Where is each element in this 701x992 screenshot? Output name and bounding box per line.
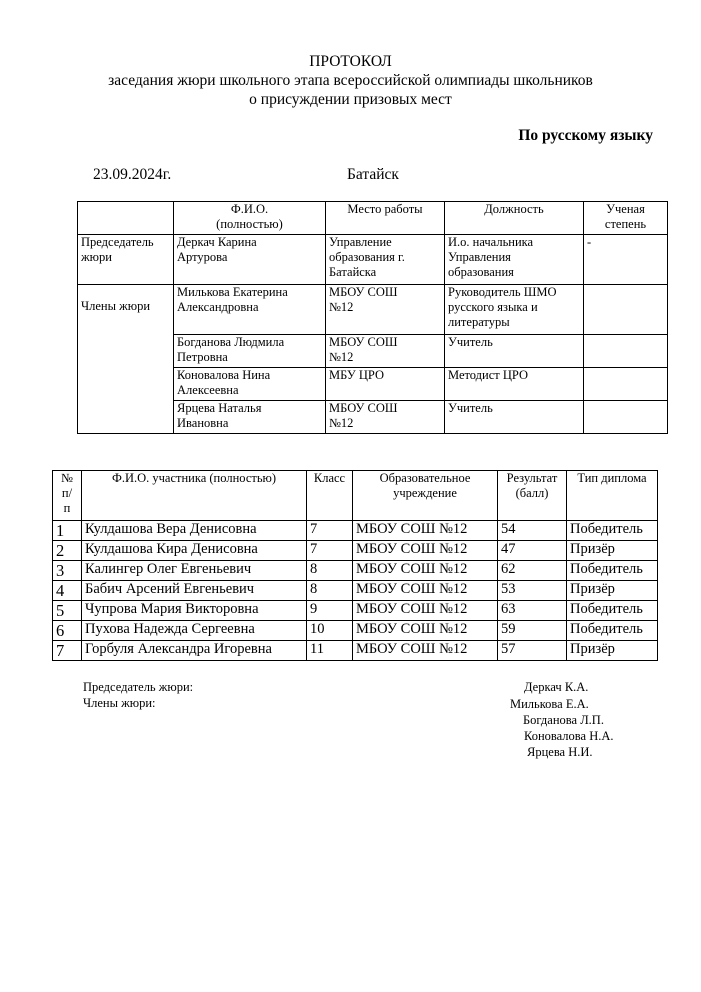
jury-header-position: Должность — [445, 202, 584, 235]
participant-school: МБОУ СОШ №12 — [353, 641, 498, 661]
signature-member-name: Богданова Л.П. — [523, 713, 604, 727]
participant-name: Кулдашова Вера Денисовна — [82, 521, 307, 541]
participant-score: 59 — [498, 621, 567, 641]
participant-grade: 9 — [307, 601, 353, 621]
jury-table — [77, 201, 668, 434]
participant-diploma: Победитель — [567, 561, 658, 581]
signature-member-name: Коновалова Н.А. — [524, 729, 614, 743]
member-degree — [584, 285, 668, 335]
results-header-grade: Класс — [307, 471, 353, 521]
member-position: Методист ЦРО — [445, 368, 584, 401]
member-work: МБОУ СОШ №12 — [326, 335, 445, 368]
results-header-name: Ф.И.О. участника (полностью) — [82, 471, 307, 521]
row-number: 2 — [53, 541, 82, 561]
document-date: 23.09.2024г. — [93, 166, 172, 183]
row-number: 7 — [53, 641, 82, 661]
participant-grade: 10 — [307, 621, 353, 641]
row-number: 1 — [53, 521, 82, 541]
member-name: Коновалова Нина Алексеевна — [174, 368, 326, 401]
jury-row-chair — [78, 235, 668, 285]
participant-name: Горбуля Александра Игоревна — [82, 641, 307, 661]
jury-header-row — [78, 202, 668, 235]
participant-grade: 8 — [307, 581, 353, 601]
participant-grade: 7 — [307, 541, 353, 561]
participant-school: МБОУ СОШ №12 — [353, 581, 498, 601]
chair-name: Деркач Карина Артурова — [174, 235, 326, 285]
participant-school: МБОУ СОШ №12 — [353, 521, 498, 541]
participant-diploma: Победитель — [567, 621, 658, 641]
participant-grade: 8 — [307, 561, 353, 581]
participant-diploma: Победитель — [567, 521, 658, 541]
document-title — [0, 52, 701, 109]
participant-grade: 7 — [307, 521, 353, 541]
row-number: 6 — [53, 621, 82, 641]
participant-school: МБОУ СОШ №12 — [353, 541, 498, 561]
jury-header-work: Место работы — [326, 202, 445, 235]
table-row — [53, 581, 658, 601]
participant-diploma: Призёр — [567, 641, 658, 661]
title-line-1: ПРОТОКОЛ — [309, 53, 392, 70]
participant-score: 54 — [498, 521, 567, 541]
jury-header-blank — [78, 202, 174, 235]
table-row — [53, 541, 658, 561]
results-table — [52, 470, 658, 661]
signature-member-name: Милькова Е.А. — [510, 697, 589, 711]
member-degree — [584, 335, 668, 368]
title-line-3: о присуждении призовых мест — [249, 91, 452, 108]
member-position: Руководитель ШМО русского языка и литературы — [445, 285, 584, 335]
participant-score: 53 — [498, 581, 567, 601]
table-row — [53, 621, 658, 641]
chair-position: И.о. начальника Управления образования — [445, 235, 584, 285]
subject-heading: По русскому языку — [518, 127, 653, 144]
signature-members-label: Члены жюри: — [83, 696, 156, 710]
participant-score: 57 — [498, 641, 567, 661]
participant-score: 62 — [498, 561, 567, 581]
row-number: 4 — [53, 581, 82, 601]
chair-work: Управление образования г. Батайска — [326, 235, 445, 285]
member-position: Учитель — [445, 401, 584, 434]
member-name: Богданова Людмила Петровна — [174, 335, 326, 368]
member-work: МБОУ СОШ №12 — [326, 401, 445, 434]
chair-label: Председатель жюри — [78, 235, 174, 285]
results-header-diploma: Тип диплома — [567, 471, 658, 521]
participant-diploma: Призёр — [567, 541, 658, 561]
jury-header-degree: Ученая степень — [584, 202, 668, 235]
members-label: Члены жюри — [78, 285, 174, 434]
jury-row-member — [78, 285, 668, 335]
member-work: МБУ ЦРО — [326, 368, 445, 401]
row-number: 3 — [53, 561, 82, 581]
participant-diploma: Победитель — [567, 601, 658, 621]
participant-school: МБОУ СОШ №12 — [353, 561, 498, 581]
chair-degree: - — [584, 235, 668, 285]
member-degree — [584, 368, 668, 401]
participant-name: Бабич Арсений Евгеньевич — [82, 581, 307, 601]
participant-diploma: Призёр — [567, 581, 658, 601]
table-row — [53, 561, 658, 581]
signature-member-name: Ярцева Н.И. — [527, 745, 593, 759]
results-header-number: № п/ п — [53, 471, 82, 521]
results-header-row — [53, 471, 658, 521]
jury-header-name: Ф.И.О. (полностью) — [174, 202, 326, 235]
results-header-score: Результат (балл) — [498, 471, 567, 521]
participant-name: Чупрова Мария Викторовна — [82, 601, 307, 621]
row-number: 5 — [53, 601, 82, 621]
participant-score: 47 — [498, 541, 567, 561]
member-degree — [584, 401, 668, 434]
table-row — [53, 641, 658, 661]
participant-name: Кулдашова Кира Денисовна — [82, 541, 307, 561]
document-city: Батайск — [347, 166, 399, 183]
signature-chair-name: Деркач К.А. — [524, 680, 589, 694]
participant-school: МБОУ СОШ №12 — [353, 621, 498, 641]
member-name: Ярцева Наталья Ивановна — [174, 401, 326, 434]
title-line-2: заседания жюри школьного этапа всероссийской олимпиады школьников — [108, 72, 593, 89]
participant-score: 63 — [498, 601, 567, 621]
participant-grade: 11 — [307, 641, 353, 661]
participant-name: Пухова Надежда Сергеевна — [82, 621, 307, 641]
member-position: Учитель — [445, 335, 584, 368]
signature-chair-label: Председатель жюри: — [83, 680, 194, 694]
participant-school: МБОУ СОШ №12 — [353, 601, 498, 621]
member-name: Милькова Екатерина Александровна — [174, 285, 326, 335]
table-row — [53, 521, 658, 541]
member-work: МБОУ СОШ №12 — [326, 285, 445, 335]
participant-name: Калингер Олег Евгеньевич — [82, 561, 307, 581]
table-row — [53, 601, 658, 621]
results-header-school: Образовательное учреждение — [353, 471, 498, 521]
